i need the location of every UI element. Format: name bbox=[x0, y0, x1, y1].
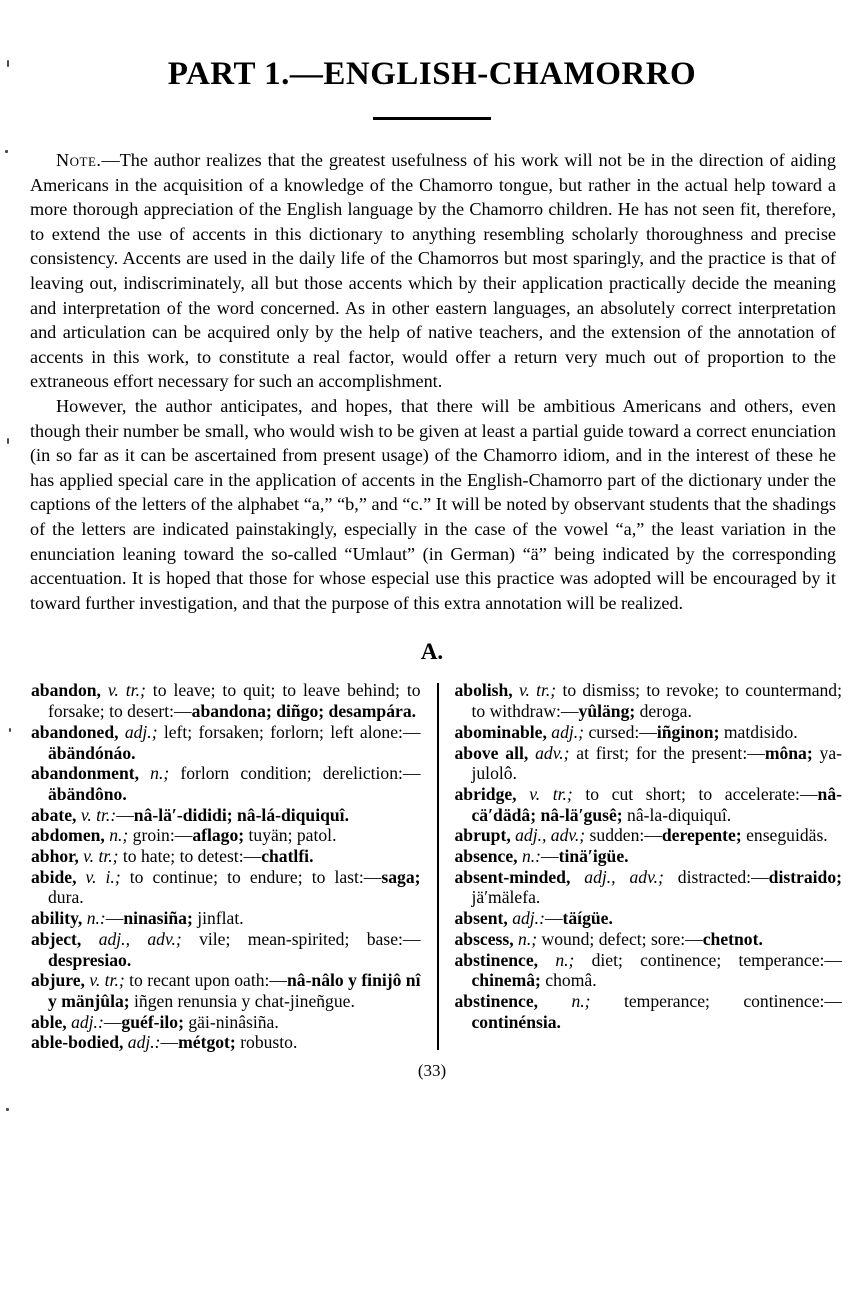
scan-speck bbox=[9, 728, 11, 732]
page-number: (33) bbox=[417, 1061, 447, 1081]
dictionary-entry: absence, n.:—tinä′igüe. bbox=[454, 846, 629, 867]
dictionary-entry: abandoned, adj.; left; forsaken; forlorn; left alone:—äbändónáo. bbox=[31, 721, 421, 763]
scan-speck bbox=[7, 438, 9, 444]
title-divider-rule bbox=[373, 117, 491, 120]
dictionary-entry: abstinence, n.; temperance; continence:—continénsia. bbox=[454, 990, 843, 1032]
scan-speck bbox=[5, 150, 8, 153]
dictionary-entry: absent-minded, adj., adv.; distracted:—distraido; jä′mälefa. bbox=[454, 866, 842, 908]
dictionary-entry: abscess, n.; wound; defect; sore:—chetnot. bbox=[454, 928, 763, 949]
dictionary-entry: absent, adj.:—täígüe. bbox=[454, 908, 613, 929]
dictionary-entry: abominable, adj.; cursed:—iñginon; matdisido. bbox=[454, 721, 798, 742]
dictionary-entry: abandonment, n.; forlorn condition; dereliction:—äbändôno. bbox=[31, 763, 421, 804]
dictionary-entry: able-bodied, adj.:—métgot; robusto. bbox=[31, 1032, 298, 1053]
note-label: Note. bbox=[56, 150, 102, 171]
dictionary-entry: abandon, v. tr.; to leave; to quit; to leave behind; to forsake; to desert:—abandona; diñgo; desampára. bbox=[31, 680, 421, 722]
note-paragraph-1-text: —The author realizes that the greatest usefulness of his work will not be in the direction of aiding Americans in the acquisition of a knowledge of the Chamorro tongue, but rather in the actual help toward a more thorough appreciation of the English language by the Chamorro children. He has not seen fit, therefore, to extend the use of accents in this dictionary to anything resembling scholarly thoroughness and precise consistency. Accents are used in the daily life of the Chamorros but most sparingly, and the practice is that of leaving out, indiscriminately, all but those accents which by their application practically decide the meaning and interpretation of the word concerned. As in other eastern languages, an absolutely correct interpretation and articulation can be acquired only by the help of native teachers, and the extension of the annotation of accents in this work, to constitute a real factor, would offer a return very much out of proportion to the extraneous effort necessary for such an accomplishment. bbox=[30, 150, 836, 392]
section-letter-heading: A. bbox=[420, 639, 444, 665]
dictionary-entry: abdomen, n.; groin:—aflago; tuyän; patol. bbox=[31, 825, 337, 846]
page-title: PART 1.—ENGLISH-CHAMORRO bbox=[167, 56, 697, 93]
column-left bbox=[31, 680, 437, 1053]
dictionary-entry: abstinence, n.; diet; continence; temperance:—chinemâ; chomâ. bbox=[454, 949, 842, 991]
dictionary-entry: abrupt, adj., adv.; sudden:—derepente; enseguidäs. bbox=[454, 825, 828, 846]
dictionary-entry: abjure, v. tr.; to recant upon oath:—nâ-nâlo y finijô nî y mänjûla; iñgen renunsia y chat-jineñgue. bbox=[31, 970, 421, 1011]
dictionary-entry: ability, n.:—ninasiña; jinflat. bbox=[31, 908, 244, 929]
dictionary-entry: able, adj.:—guéf-ilo; gäi-ninâsiña. bbox=[31, 1011, 279, 1032]
dictionary-columns bbox=[31, 680, 842, 1053]
column-right bbox=[437, 680, 843, 1053]
dictionary-entry: abhor, v. tr.; to hate; to detest:—chatlfi. bbox=[31, 846, 314, 867]
scan-speck bbox=[7, 60, 9, 67]
dictionary-entry: above all, adv.; at first; for the present:—môna; ya-julolô. bbox=[454, 742, 842, 784]
dictionary-entry: abolish, v. tr.; to dismiss; to revoke; to countermand; to withdraw:—yûläng; deroga. bbox=[454, 680, 842, 722]
scan-speck bbox=[6, 1108, 9, 1111]
dictionary-entry: abate, v. tr.:—nâ-lä′-dididi; nâ-lá-diquiquî. bbox=[31, 804, 349, 825]
note-paragraph-1 bbox=[30, 148, 836, 394]
note-section bbox=[30, 148, 836, 615]
dictionary-entry: abridge, v. tr.; to cut short; to accelerate:—nâ-cä′dädâ; nâ-lä′gusê; nâ-la-diquiquî. bbox=[454, 783, 842, 825]
note-paragraph-2: However, the author anticipates, and hopes, that there will be ambitious Americans and others, even though their number be small, who would wish to be given at least a partial guide toward a correct enunciation (in so far as it can be ascertained from present usage) of the Chamorro idiom, and in the interest of these he has applied special care in the application of accents in the English-Chamorro part of the dictionary under the captions of the letters of the alphabet “a,” “b,” and “c.” It will be noted by observant students that the shadings of the letters are indicated painstakingly, especially in the case of the vowel “a,” the least variation in the enunciation leaning toward the so-called “Umlaut” (in German) “ä” being indicated by the corresponding accentuation. It is hoped that those for whose especial use this practice was adopted will be encouraged by it toward further investigation, and that the purpose of this extra annotation will be realized. bbox=[30, 396, 836, 613]
column-divider-rule bbox=[437, 683, 439, 1050]
dictionary-entry: abject, adj., adv.; vile; mean-spirited; base:—despresiao. bbox=[31, 928, 421, 970]
dictionary-entry: abide, v. i.; to continue; to endure; to last:—saga; dura. bbox=[31, 866, 421, 908]
